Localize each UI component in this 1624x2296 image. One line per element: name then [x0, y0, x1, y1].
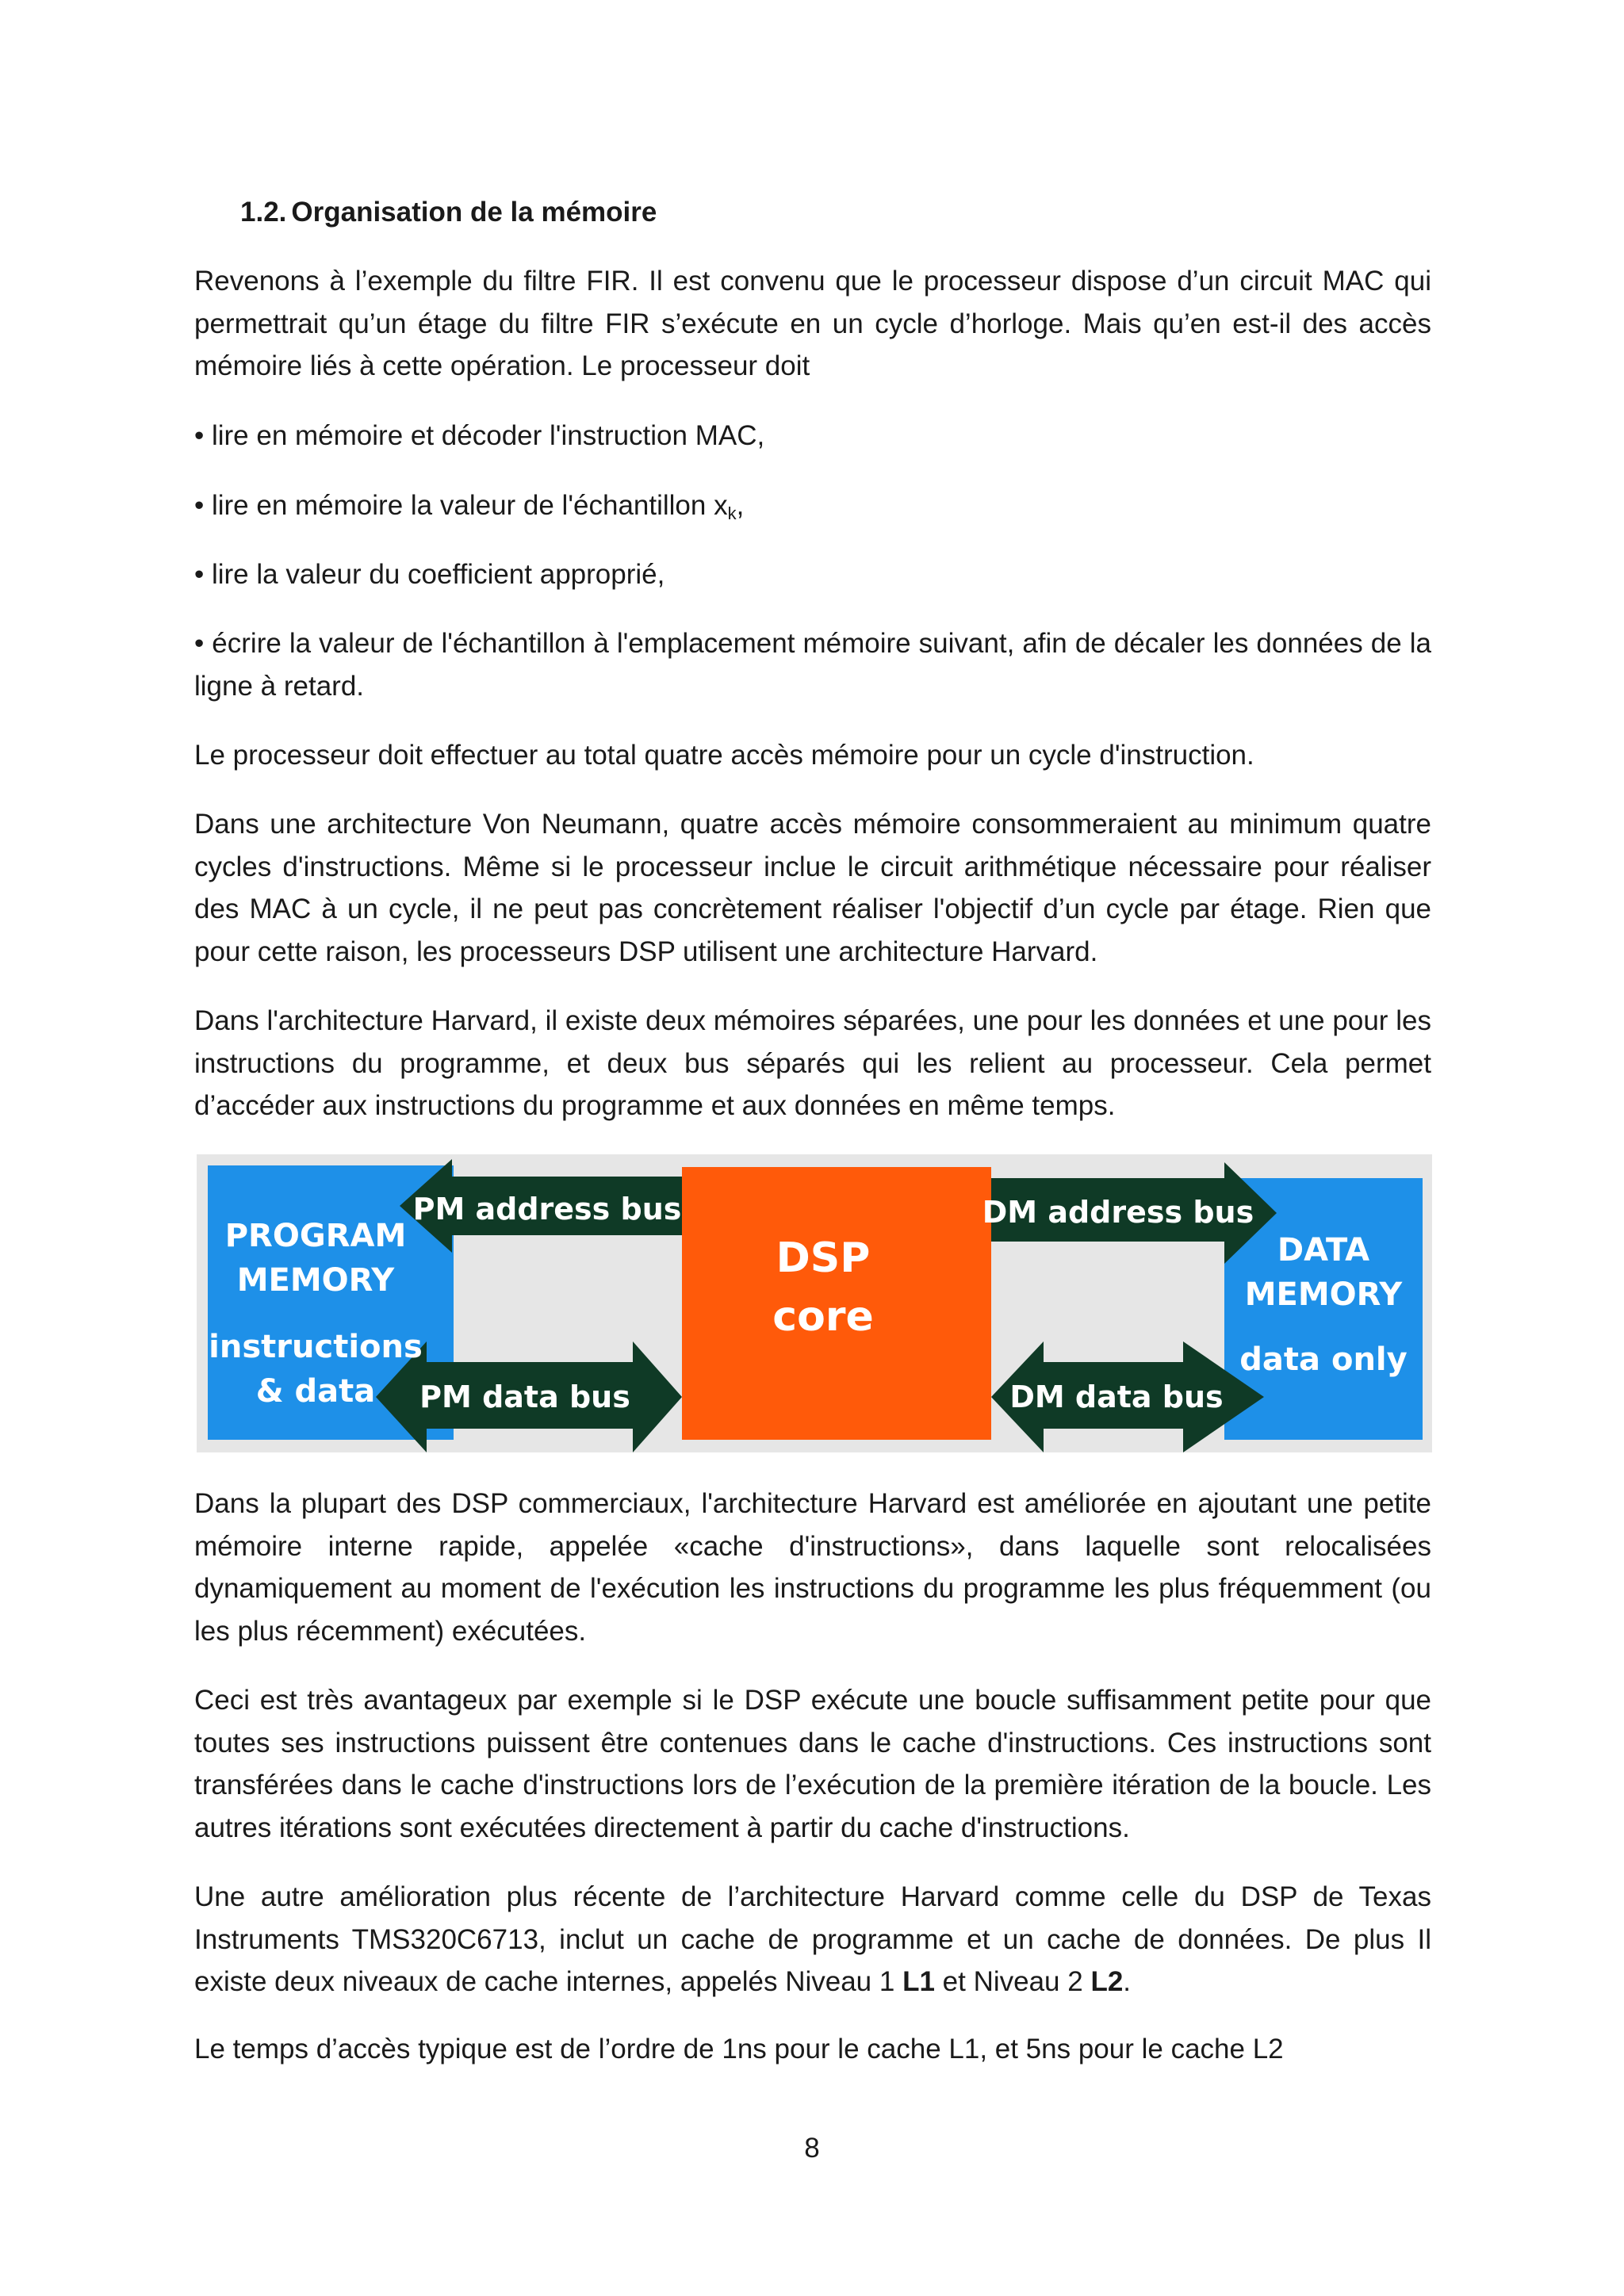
paragraph-instruction-cache: Dans la plupart des DSP commerciaux, l'architecture Harvard est améliorée en ajoutant une petite mémoire interne rapide, appelée «cache d'instructions», dans laquelle sont relocalisées dynamiquement au moment de l'exécution les instructions du programme les plus fréquemment (ou les plus récemment) exécutées. — [194, 1488, 1431, 1647]
cache-level-l1: L1 — [902, 1966, 935, 1997]
paragraph-four-accesses: Le processeur doit effectuer au total quatre accès mémoire pour un cycle d'instruction. — [194, 740, 1254, 771]
dsp-core-label-2: core — [772, 1293, 874, 1341]
pm-data-bus-label: PM data bus — [419, 1380, 630, 1414]
paragraph-tms320-join: et Niveau 2 — [934, 1966, 1091, 1997]
program-memory-label-3: instructions — [209, 1329, 423, 1365]
paragraph-tms320 — [194, 1876, 1431, 2003]
paragraph-von-neumann: Dans une architecture Von Neumann, quatre accès mémoire consommeraient au minimum quatre cycles d'instructions. Même si le processeur inclue le circuit arithmétique nécessaire pour réaliser des MAC à un cycle, il ne peut pas concrètement réaliser l'objectif d’un cycle par étage. Rien que pour cette raison, les processeurs DSP utilisent une architecture Harvard. — [194, 809, 1431, 967]
section-title: Organisation de la mémoire — [291, 197, 657, 228]
paragraph-fir-intro: Revenons à l’exemple du filtre FIR. Il est convenu que le processeur dispose d’un circuit MAC qui permettrait qu’un étage du filtre FIR s’exécute en un cycle d’horloge. Mais qu’en est-il des accès mémoire liés à cette opération. Le processeur doit — [194, 266, 1431, 381]
harvard-architecture-diagram — [197, 1154, 1432, 1452]
dm-data-bus-label: DM data bus — [1009, 1380, 1224, 1414]
program-memory-label-4: & data — [255, 1373, 376, 1410]
paragraph-harvard: Dans l'architecture Harvard, il existe deux mémoires séparées, une pour les données et une pour les instructions du programme, et deux bus séparés qui les relient au processeur. Cela permet d’accéder aux instructions du programme et aux données en même temps. — [194, 1005, 1431, 1121]
data-memory-label-3: data only — [1239, 1341, 1408, 1378]
data-memory-label-2: MEMORY — [1244, 1276, 1403, 1313]
harvard-diagram-svg — [197, 1154, 1432, 1452]
dsp-core-label-1: DSP — [776, 1234, 871, 1282]
pm-address-bus-label: PM address bus — [412, 1192, 682, 1226]
paragraph-loop-example: Ceci est très avantageux par exemple si le DSP exécute une boucle suffisamment petite pour que toutes ses instructions puissent être contenues dans le cache d'instructions. Ces instructions sont transférées dans le cache d'instructions lors de l’exécution de la première itération de la boucle. Les autres itérations sont exécutées directement à partir du cache d'instructions. — [194, 1685, 1431, 1843]
paragraph-access-time: Le temps d’accès typique est de l’ordre de 1ns pour le cache L1, et 5ns pour le cache L2 — [194, 2034, 1284, 2064]
bullet-decode-mac: • lire en mémoire et décoder l'instruction MAC, — [194, 420, 765, 451]
bullet-read-coefficient: • lire la valeur du coefficient approprié, — [194, 559, 665, 590]
sample-subscript: k — [727, 503, 737, 523]
section-heading — [240, 195, 657, 230]
paragraph-tms320-text: Une autre amélioration plus récente de l’architecture Harvard comme celle du DSP de Texas Instruments TMS320C6713, inclut un cache de programme et un cache de données. De plus Il existe deux niveaux de cache internes, appelés Niveau 1 — [194, 1881, 1431, 1997]
page-number: 8 — [804, 2133, 820, 2164]
bullet-write-sample: • écrire la valeur de l'échantillon à l'emplacement mémoire suivant, afin de décaler les données de la ligne à retard. — [194, 628, 1431, 702]
bullet-read-sample-end: , — [736, 490, 745, 521]
program-memory-label-2: MEMORY — [236, 1262, 395, 1299]
data-memory-label-1: DATA — [1277, 1232, 1370, 1269]
program-memory-label-1: PROGRAM — [224, 1218, 407, 1254]
section-number: 1.2. — [240, 197, 287, 228]
cache-level-l2: L2 — [1090, 1966, 1124, 1997]
paragraph-tms320-end: . — [1123, 1966, 1132, 1997]
bullet-read-sample — [194, 484, 1431, 535]
dm-address-bus-label: DM address bus — [982, 1195, 1254, 1230]
bullet-read-sample-text: • lire en mémoire la valeur de l'échantillon x — [194, 490, 728, 521]
